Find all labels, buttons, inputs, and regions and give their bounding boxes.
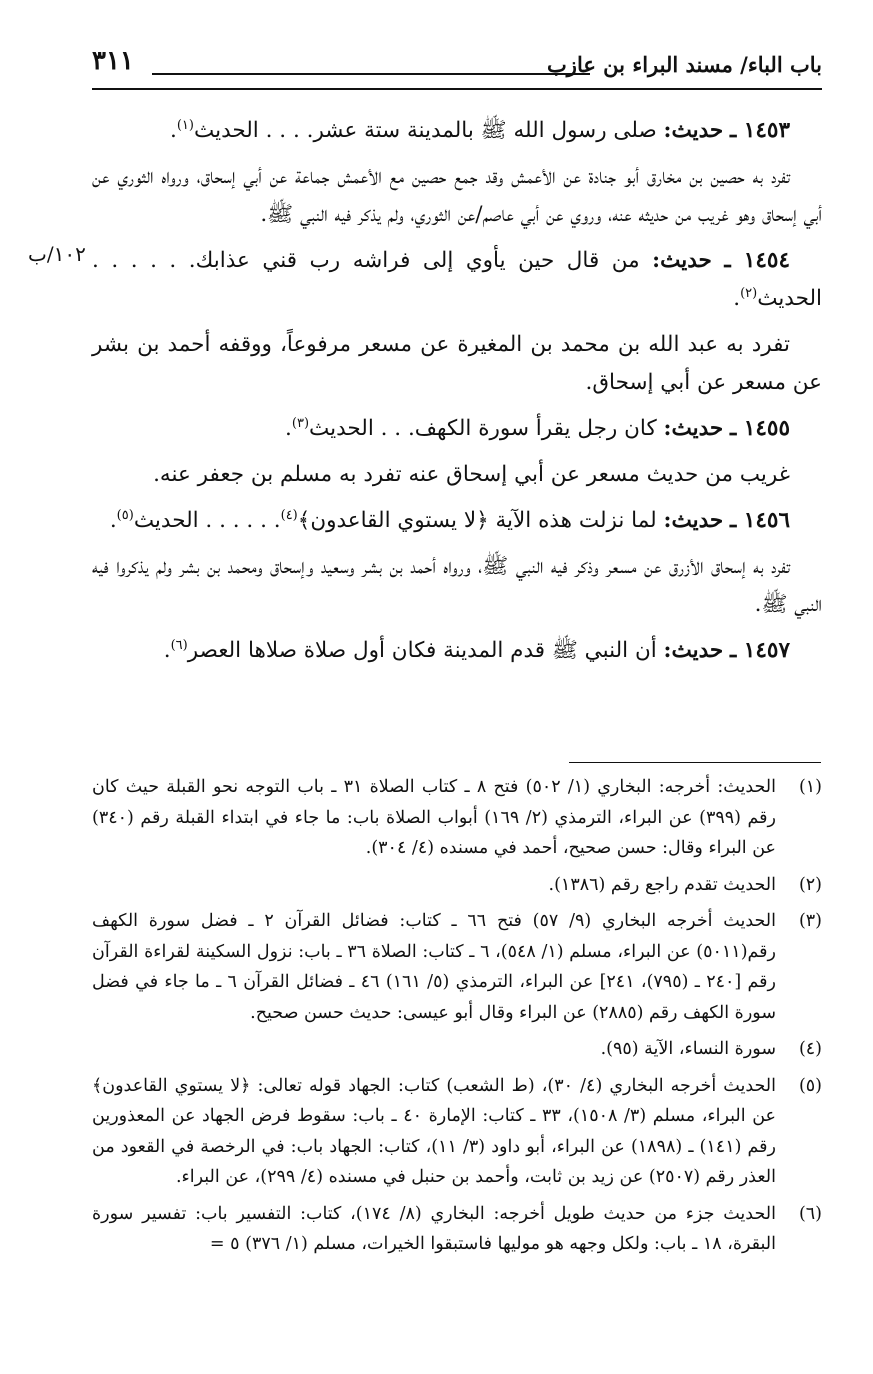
hadith-entry — [92, 112, 822, 150]
hadith-number: ١٤٥٧ ـ — [730, 638, 790, 663]
footnotes-section — [92, 772, 822, 1266]
footnote — [92, 870, 822, 901]
header-rule — [92, 88, 822, 90]
hadith-number: ١٤٥٣ ـ — [730, 118, 790, 143]
footnote-ref: (٦) — [170, 637, 188, 653]
commentary-paragraph: تفرد به عبد الله بن محمد بن المغيرة عن مسعر مرفوعاً، ووقفه أحمد بن بشر عن مسعر عن أبي إسحاق. — [92, 332, 822, 395]
hadith-label: حديث: — [663, 638, 724, 663]
hadith-tail: . — [285, 416, 292, 441]
footnote-text: سورة النساء، الآية (٩٥). — [600, 1039, 776, 1059]
footnote-number: (٦) — [798, 1203, 822, 1224]
hadith-tail: . . . . . . الحديث — [133, 508, 281, 533]
commentary-paragraph: تفرد به حصين بن مخارق أبو جنادة عن الأعمش وقد جمع حصين مع الأعمش جماعة عن أبي إسحاق، ورواه الثوري عن أبي إسحاق وهو غريب من حديثه عنه، وروي عن أبي عاصم/عن الثوري، ولم يذكر فيه النبي ﷺ. — [92, 164, 822, 227]
hadith-entry — [92, 502, 822, 540]
footnote-text: الحديث جزء من حديث طويل أخرجه: البخاري (٨/ ١٧٤)، كتاب: التفسير باب: تفسير سورة البقرة، ١٨ ـ باب: ولكل وجهه هو موليها فاستبقوا الخيرات، مسلم (١/ ٣٧٦) ٥ = — [92, 1203, 776, 1254]
page-header — [92, 40, 822, 90]
footnote-ref: (٥) — [116, 507, 134, 523]
hadith-entry — [92, 242, 822, 318]
manuscript-folio-note: ١٠٢/ب — [28, 242, 86, 266]
footnote — [92, 1199, 822, 1260]
header-short-line — [152, 73, 590, 75]
hadith-entry — [92, 410, 822, 448]
footnote-number: (١) — [798, 777, 822, 797]
running-title: باب الباء/ مسند البراء بن عازب — [547, 52, 822, 77]
hadith-tail: . — [163, 638, 171, 663]
footnote — [92, 906, 822, 1028]
footnote-text: الحديث أخرجه البخاري (٩/ ٥٧) فتح ٦٦ ـ كتاب: فضائل القرآن ٢ ـ فضل سورة الكهف رقم(٥٠١١) عن البراء، مسلم (١/ ٥٤٨)، ٦ ـ كتاب: الصلاة ٣٦ ـ باب: نزول السكينة لقراءة القرآن رقم [٢٤٠ ـ (٧٩٥)، ٢٤١] عن البراء، الترمذي (٥/ ١٦١) ٤٦ ـ فضائل القرآن ٦ ـ ما جاء في فضل سورة الكهف رقم (٢٨٨٥) عن البراء وقال أبو عيسى: حديث حسن صحيح. — [92, 911, 776, 1023]
hadith-number: ١٤٥٥ ـ — [730, 416, 790, 441]
hadith-text: أن النبي ﷺ قدم المدينة فكان أول صلاة صلاها العصر — [187, 638, 664, 663]
footnote-ref: (١) — [176, 117, 194, 133]
footnote-number: (٢) — [798, 874, 822, 895]
hadith-label: حديث: — [663, 508, 724, 533]
hadith-entry — [92, 632, 822, 670]
hadith-text: من قال حين يأوي إلى فراشه رب قني عذابك. . . . . . الحديث — [92, 248, 822, 311]
main-text — [92, 112, 822, 678]
hadith-text: كان رجل يقرأ سورة الكهف. . . الحديث — [309, 416, 664, 441]
footnote-ref: (٣) — [291, 415, 310, 431]
hadith-number: ١٤٥٤ ـ — [724, 248, 790, 273]
commentary-paragraph: تفرد به إسحاق الأزرق عن مسعر وذكر فيه النبي ﷺ، ورواه أحمد بن بشر وسعيد وإسحاق ومحمد بن بشر ولم يذكروا فيه النبي ﷺ. — [92, 554, 822, 617]
footnote-text: الحديث تقدم راجع رقم (١٣٨٦). — [548, 874, 776, 895]
footnote-number: (٥) — [798, 1075, 822, 1096]
hadith-label: حديث: — [663, 118, 724, 143]
footnote — [92, 1071, 822, 1193]
page-number: ٣١١ — [92, 46, 134, 76]
commentary-paragraph: غريب من حديث مسعر عن أبي إسحاق عنه تفرد به مسلم بن جعفر عنه. — [153, 462, 790, 487]
hadith-label: حديث: — [652, 248, 712, 273]
footnote-number: (٣) — [798, 911, 822, 931]
footnote — [92, 772, 822, 864]
footnote-text: الحديث أخرجه البخاري (٤/ ٣٠)، (ط الشعب) كتاب: الجهاد قوله تعالى: ﴿لا يستوي القاعدون﴾ عن البراء، مسلم (٣/ ١٥٠٨)، ٣٣ ـ كتاب: الإمارة ٤٠ ـ باب: سقوط فرض الجهاد عن المعذورين رقم (١٤١) ـ (١٨٩٨) عن البراء، أبو داود (٣/ ١١)، كتاب: الجهاد باب: في الرخصة في القعود من العذر رقم (٢٥٠٧) عن زيد بن ثابت، وأحمد بن حنبل في مسنده (٤/ ٢٩٩)، عن البراء. — [92, 1075, 776, 1187]
hadith-tail: . — [109, 508, 117, 533]
hadith-text: صلى رسول الله ﷺ بالمدينة ستة عشر. . . . الحديث — [193, 118, 664, 143]
footnote-ref: (٢) — [740, 285, 758, 301]
hadith-tail: . — [170, 118, 177, 143]
footnote-number: (٤) — [798, 1039, 822, 1059]
hadith-number: ١٤٥٦ ـ — [730, 508, 790, 533]
footnote — [92, 1034, 822, 1065]
hadith-text: لما نزلت هذه الآية ﴿لا يستوي القاعدون﴾ — [297, 508, 664, 533]
hadith-tail: . — [733, 286, 741, 311]
hadith-label: حديث: — [663, 416, 724, 441]
footnote-text: الحديث: أخرجه: البخاري (١/ ٥٠٢) فتح ٨ ـ كتاب الصلاة ٣١ ـ باب التوجه نحو القبلة حيث كان رقم (٣٩٩) عن البراء، الترمذي (٢/ ١٦٩) أبواب الصلاة باب: ما جاء في ابتداء القبلة رقم (٣٤٠) عن البراء وقال: حسن صحيح، أحمد في مسنده (٤/ ٣٠٤). — [92, 777, 776, 858]
footnote-divider — [569, 762, 821, 763]
footnote-ref: (٤) — [280, 507, 298, 523]
